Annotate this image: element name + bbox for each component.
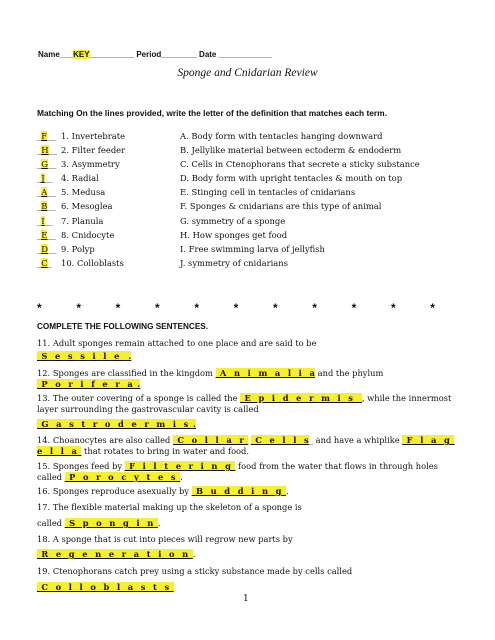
sentence-text: 17. The flexible material making up the skeleton of a sponge is [37,502,302,512]
star-mark: * [272,301,278,315]
answer-blank: _D__ [37,243,57,254]
term-label: 4. Radial [61,173,99,184]
answer-blank: _G__ [37,159,57,170]
sentence-text: 18. A sponge that is cut into pieces will regrow new parts by [37,534,293,544]
matching-list [37,131,477,272]
term-label: 7. Planula [61,215,104,226]
answer-blank: _J__ [37,173,53,184]
star-mark: * [154,301,160,315]
star-mark: * [390,301,396,315]
answer-blank: _E_ p_ i_ d_ e_ r_ m_ i_ s__ [240,393,362,403]
matching-row [37,244,477,258]
sentence-12 [37,368,457,389]
answer-blank: _S_ e_ s_ s_ i_ l_ e__. [37,351,132,361]
sentence-13-answer-line [37,419,457,430]
answer-blank: _C_ [37,257,52,268]
star-mark: * [312,301,317,315]
sentence-text: food from the water that flows in through holes called [37,461,438,482]
star-mark: * [115,301,121,315]
matching-row [37,159,477,173]
sentence-text: . [157,518,161,528]
sentence-17-answer-line [37,518,457,529]
matching-row [37,216,477,230]
matching-row [37,258,477,272]
answer-blank: _P_ o_ r_ i_ f_ e_ r_ a_. [37,378,141,389]
sentence-text: . [180,471,183,482]
period-label: Period________ [134,50,197,59]
answer-blank: _G_ a_ s_ t_ r_ o_ d_ e_ r_ m_ i_ s_. [37,419,196,429]
sentence-text: that rotates to bring in water and food. [81,445,250,456]
answer-blank: _A__ [37,187,56,198]
term-label: 2. Filter feeder [61,145,126,156]
matching-row [37,230,477,244]
definition-label: A. Body form with tentacles hanging downward [180,131,383,141]
star-mark: * [194,301,199,315]
sentence-19 [37,566,457,577]
term-label: 8. Cnidocyte [61,229,115,240]
matching-row [37,187,477,201]
sentence-text: 12. Sponges are classified in the kingdom [37,368,216,378]
answer-blank: _F_ l_ a_ g_ e_ l_ l_ a_ [37,435,455,456]
sentence-17 [37,502,457,513]
answer-blank: _H__ [37,145,57,156]
star-mark: * [37,301,42,315]
answer-blank: _A_ n_ i_ m_ a_ l_ i_ a [215,368,316,378]
sentence-14 [37,435,457,456]
definition-label: D. Body form with upright tentacles & mouth on top [180,173,403,184]
sentence-16 [37,486,457,497]
definition-label: I. Free swimming larva of jellyfish [180,243,325,254]
sentence-text: 14. Choanocytes are also called [37,435,173,445]
matching-row [37,131,477,145]
sentence-text: 19. Ctenophorans catch prey using a sticky substance made by cells called [37,566,353,576]
star-mark: * [233,301,239,315]
sentence-text: 11. Adult sponges remain attached to one place and are said to be [37,338,317,348]
answer-blank: _R_ e_ g_ e_ n_ e_ r_ a_ t_ i_ o_ n_ [37,549,193,559]
definition-label: G. symmetry of a sponge [180,215,286,226]
definition-label: B. Jellylike material between ectoderm & endoderm [180,145,402,156]
matching-row [37,145,477,159]
term-label: 3. Asymmetry [61,159,120,170]
definition-label: F. Sponges & cnidarians are this type of animal [180,201,382,212]
sentence-text: , while the innermost layer surrounding the gastrovascular cavity is called [37,393,452,414]
sentence-text: . [192,549,196,559]
name-label: Name___ [38,50,74,59]
sentence-text: 15. Sponges feed by [37,461,125,471]
sentence-15 [37,461,457,482]
sentence-text: 16. Sponges reproduce asexually by [37,486,192,496]
sentence-19-answer-line [37,582,457,593]
name-value: KEY [73,50,90,59]
star-mark: * [351,301,357,315]
term-label: 10. Colloblasts [61,257,124,268]
sentence-text: 13. The outer covering of a sponge is called the [37,393,241,403]
sentence-text: and the phylum [315,368,384,378]
matching-instructions: Matching On the lines provided, write the letter of the definition that matches each term. [37,108,387,118]
answer-blank: _C_ e_ l_ l_ s [250,435,309,445]
answer-blank: _B__ [37,201,56,212]
sentence-13 [37,393,457,414]
term-label: 9. Polyp [61,243,95,254]
answer-blank: _E__ [37,229,56,240]
answer-blank: _C_ o_ l_ l_ o_ b_ l_ a_ s_ t_ s_ [37,582,174,592]
sentence-18-answer-line [37,549,457,560]
sentence-11-answer-line [37,351,457,362]
star-mark: * [76,301,81,315]
definition-label: E. Stinging cell in tentacles of cnidarians [180,187,356,198]
matching-row [37,173,477,187]
sentence-text: . [286,486,289,496]
term-label: 5. Medusa [61,187,106,198]
star-mark: * [430,301,435,315]
matching-row [37,201,477,215]
definition-label: H. How sponges get food [180,229,288,240]
answer-blank: _C_ o_ l_ l_ a_ r_ [173,435,249,445]
sentence-text: _ and have a whiplike [308,435,403,445]
name-tail: __________ [89,50,135,59]
term-label: 1. Invertebrate [61,131,126,141]
complete-heading: COMPLETE THE FOLLOWING SENTENCES. [37,322,209,331]
answer-blank: _S_ p_ o_ n_ g_ i_ n_ [64,518,158,528]
sentence-text: called [37,518,65,528]
answer-blank: _P_ o_ r_ o_ c_ y_ t_ e_ s_ [64,471,181,482]
definition-label: C. Cells in Ctenophorans that secrete a sticky substance [180,159,420,170]
definition-label: J. symmetry of cnidarians [180,257,288,268]
answer-blank: _F_ i_ l_ t_ e_ r_ i_ n_ g_ [124,461,236,471]
term-label: 6. Mesoglea [61,201,113,212]
page-number: 1 [243,594,249,604]
worksheet-header [38,50,272,59]
answer-blank: _F__ [37,131,56,141]
star-divider [37,301,435,315]
sentence-11 [37,338,457,349]
page-title: Sponge and Cnidarian Review [177,67,318,79]
date-label: Date ____________ [196,50,272,59]
answer-blank: _B_ u_ d_ d_ i_ n_ g_ [191,486,286,496]
sentence-18 [37,534,457,545]
answer-blank: _I__ [37,215,53,226]
